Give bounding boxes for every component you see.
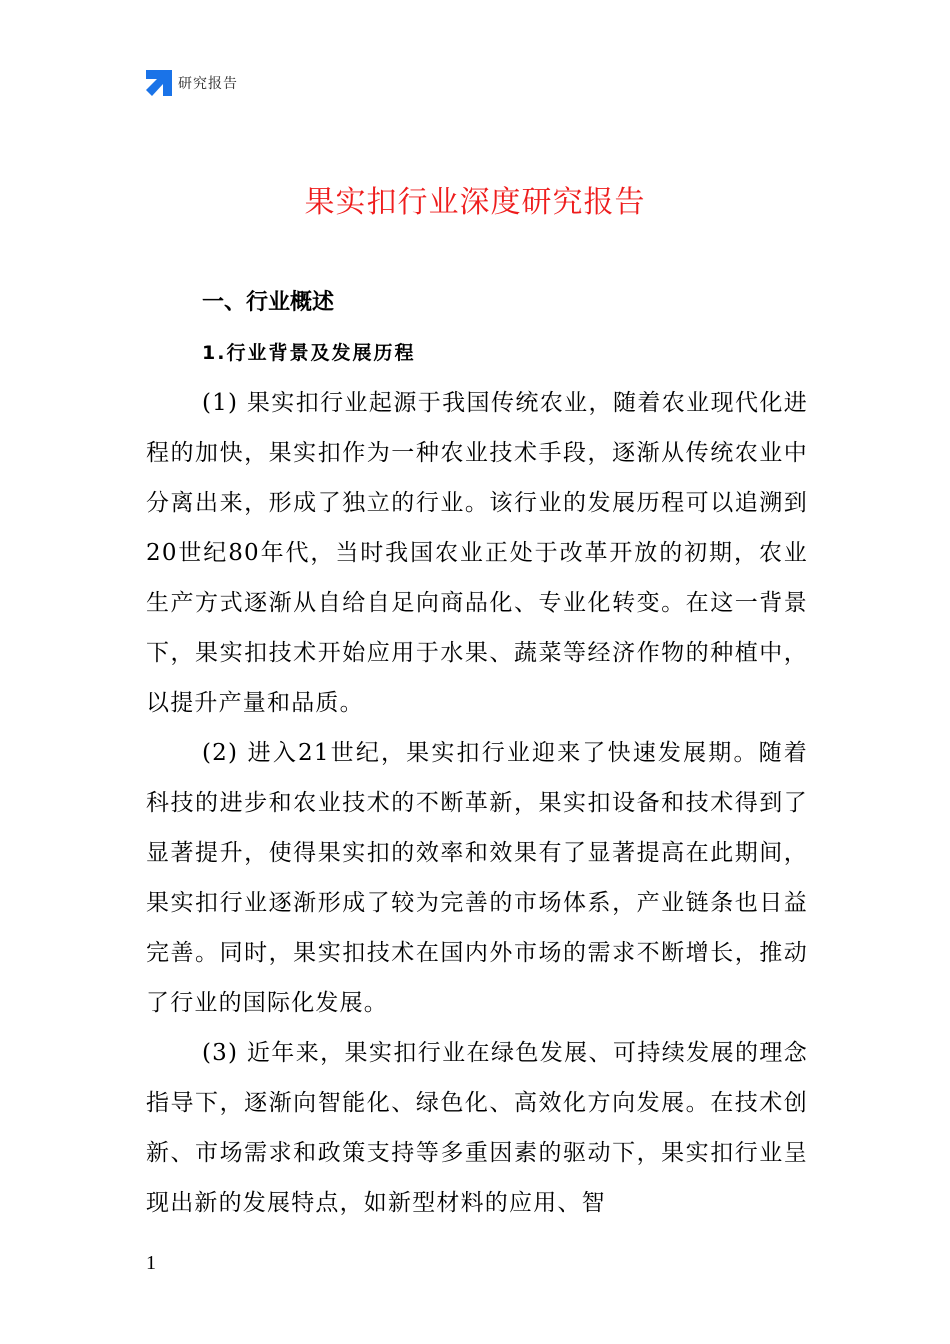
document-title: 果实扣行业深度研究报告 (304, 185, 646, 220)
header-label: 研究报告 (178, 76, 238, 92)
paragraph: (3) 近年来，果实扣行业在绿色发展、可持续发展的理念指导下，逐渐向智能化、绿色化、高效化方向发展。在技术创新、市场需求和政策支持等多重因素的驱动下，果实扣行业呈现出新的发展特点，如新型材料的应用、智 (146, 1040, 808, 1216)
section-heading: 一、行业概述 (202, 290, 335, 315)
arrow-up-right-icon (146, 70, 172, 96)
document-body (146, 278, 808, 1228)
page-number: 1 (146, 1252, 156, 1274)
sub-heading: 1.行业背景及发展历程 (202, 342, 416, 364)
paragraph: (1) 果实扣行业起源于我国传统农业，随着农业现代化进程的加快，果实扣作为一种农业技术手段，逐渐从传统农业中分离出来，形成了独立的行业。该行业的发展历程可以追溯到20世纪80年代，当时我国农业正处于改革开放的初期，农业生产方式逐渐从自给自足向商品化、专业化转变。在这一背景下，果实扣技术开始应用于水果、蔬菜等经济作物的种植中，以提升产量和品质。 (146, 390, 808, 716)
page-header (146, 68, 238, 98)
paragraph: (2) 进入21世纪，果实扣行业迎来了快速发展期。随着科技的进步和农业技术的不断革新，果实扣设备和技术得到了显著提升，使得果实扣的效率和效果有了显著提高在此期间，果实扣行业逐渐形成了较为完善的市场体系，产业链条也日益完善。同时，果实扣技术在国内外市场的需求不断增长，推动了行业的国际化发展。 (146, 740, 808, 1016)
